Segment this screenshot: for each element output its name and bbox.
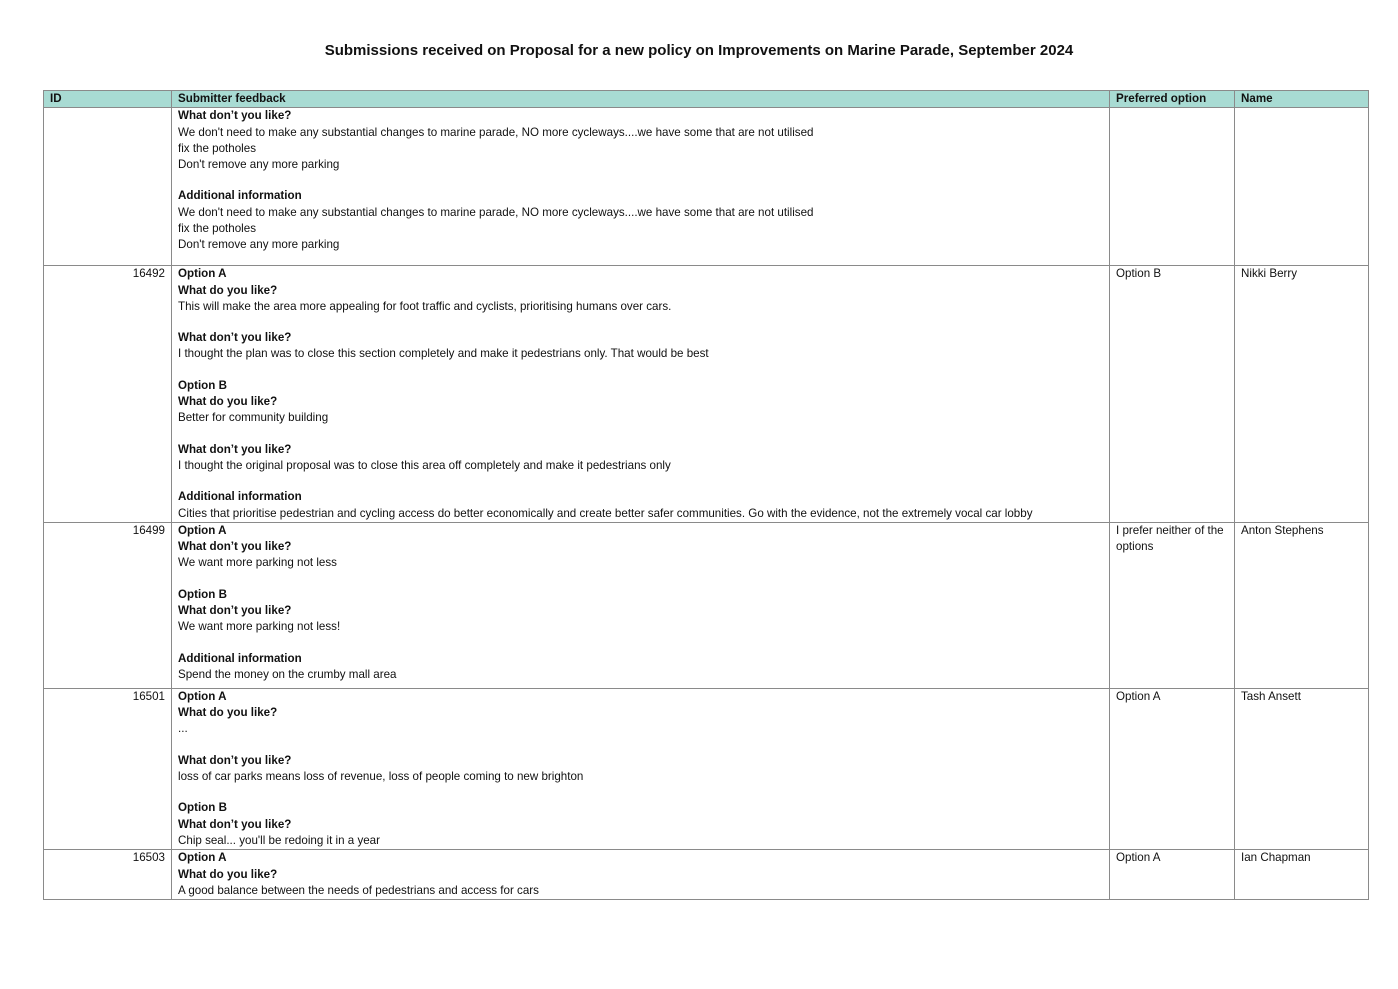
feedback-text: We want more parking not less: [178, 556, 337, 570]
feedback-heading: What do you like?: [178, 867, 278, 881]
feedback-text: We want more parking not less!: [178, 620, 341, 634]
feedback-text: Chip seal... you'll be redoing it in a year: [178, 833, 380, 847]
feedback-text: This will make the area more appealing for foot traffic and cyclists, prioritising humans over cars.: [178, 299, 672, 313]
submitter-feedback: [172, 522, 1110, 688]
feedback-heading: What don’t you like?: [178, 604, 292, 618]
feedback-section: [178, 108, 1103, 173]
submitter-feedback: [172, 266, 1110, 523]
feedback-heading: What do you like?: [178, 283, 278, 297]
feedback-section: [178, 800, 1103, 849]
header-id: ID: [44, 91, 172, 108]
feedback-text: Better for community building: [178, 411, 329, 425]
feedback-section: [178, 378, 1103, 427]
feedback-heading: What don’t you like?: [178, 817, 292, 831]
submission-id: [44, 108, 172, 266]
submitter-name: [1235, 108, 1369, 266]
submission-id: 16492: [44, 266, 172, 523]
feedback-text: ...: [178, 722, 188, 736]
header-row: [44, 91, 1369, 108]
feedback-heading: What don’t you like?: [178, 540, 292, 554]
feedback-heading: What don’t you like?: [178, 753, 292, 767]
feedback-section: [178, 442, 1103, 475]
feedback-heading: What don’t you like?: [178, 442, 292, 456]
feedback-heading: Option B: [178, 587, 227, 601]
feedback-text: fix the potholes: [178, 141, 256, 155]
preferred-option: Option B: [1110, 266, 1235, 523]
feedback-section: [178, 651, 1103, 684]
feedback-text: Don't remove any more parking: [178, 158, 340, 172]
feedback-heading: What do you like?: [178, 395, 278, 409]
table-row: [44, 266, 1369, 523]
feedback-text: We don't need to make any substantial changes to marine parade, NO more cycleways....we have some that are not utilised: [178, 205, 814, 219]
submitter-feedback: [172, 850, 1110, 900]
feedback-text: I thought the original proposal was to close this area off completely and make it pedestrians only: [178, 458, 671, 472]
feedback-heading: Option A: [178, 851, 227, 865]
feedback-section: [178, 188, 1103, 253]
submission-id: 16503: [44, 850, 172, 900]
feedback-section: [178, 850, 1103, 899]
preferred-option: I prefer neither of the options: [1110, 522, 1235, 688]
feedback-heading: Option A: [178, 523, 227, 537]
table-row: [44, 522, 1369, 688]
feedback-heading: Additional information: [178, 651, 302, 665]
feedback-text: Cities that prioritise pedestrian and cycling access do better economically and create better safer communities. Go with the evidence, not the extremely vocal car lobby: [178, 506, 1033, 520]
feedback-heading: What do you like?: [178, 706, 278, 720]
feedback-section: [178, 330, 1103, 363]
submitter-feedback: [172, 108, 1110, 266]
header-preferred-option: Preferred option: [1110, 91, 1235, 108]
feedback-heading: What don’t you like?: [178, 331, 292, 345]
preferred-option: Option A: [1110, 688, 1235, 849]
feedback-section: [178, 489, 1103, 522]
submitter-name: Ian Chapman: [1235, 850, 1369, 900]
feedback-text: fix the potholes: [178, 222, 256, 236]
submitter-name: Tash Ansett: [1235, 688, 1369, 849]
feedback-text: Don't remove any more parking: [178, 238, 340, 252]
feedback-text: We don't need to make any substantial changes to marine parade, NO more cycleways....we have some that are not utilised: [178, 125, 814, 139]
feedback-heading: What don’t you like?: [178, 109, 292, 123]
header-feedback: Submitter feedback: [172, 91, 1110, 108]
feedback-heading: Option B: [178, 801, 227, 815]
submitter-name: Nikki Berry: [1235, 266, 1369, 523]
feedback-section: [178, 587, 1103, 636]
table-row: [44, 108, 1369, 266]
feedback-section: [178, 753, 1103, 786]
document-title: Submissions received on Proposal for a new policy on Improvements on Marine Parade, September 2024: [324, 42, 1074, 59]
feedback-heading: Option A: [178, 689, 227, 703]
feedback-section: [178, 266, 1103, 315]
submission-id: 16499: [44, 522, 172, 688]
feedback-heading: Option A: [178, 267, 227, 281]
feedback-text: I thought the plan was to close this section completely and make it pedestrians only. That would be best: [178, 347, 709, 361]
feedback-heading: Additional information: [178, 490, 302, 504]
preferred-option: [1110, 108, 1235, 266]
feedback-heading: Option B: [178, 378, 227, 392]
submitter-name: Anton Stephens: [1235, 522, 1369, 688]
preferred-option: Option A: [1110, 850, 1235, 900]
submission-id: 16501: [44, 688, 172, 849]
feedback-heading: Additional information: [178, 189, 302, 203]
table-row: [44, 688, 1369, 849]
feedback-text: loss of car parks means loss of revenue, loss of people coming to new brighton: [178, 770, 584, 784]
feedback-text: Spend the money on the crumby mall area: [178, 667, 397, 681]
feedback-section: [178, 689, 1103, 738]
submitter-feedback: [172, 688, 1110, 849]
submissions-table: [43, 90, 1369, 900]
feedback-text: A good balance between the needs of pedestrians and access for cars: [178, 883, 539, 897]
feedback-section: [178, 523, 1103, 572]
header-name: Name: [1235, 91, 1369, 108]
table-row: [44, 850, 1369, 900]
